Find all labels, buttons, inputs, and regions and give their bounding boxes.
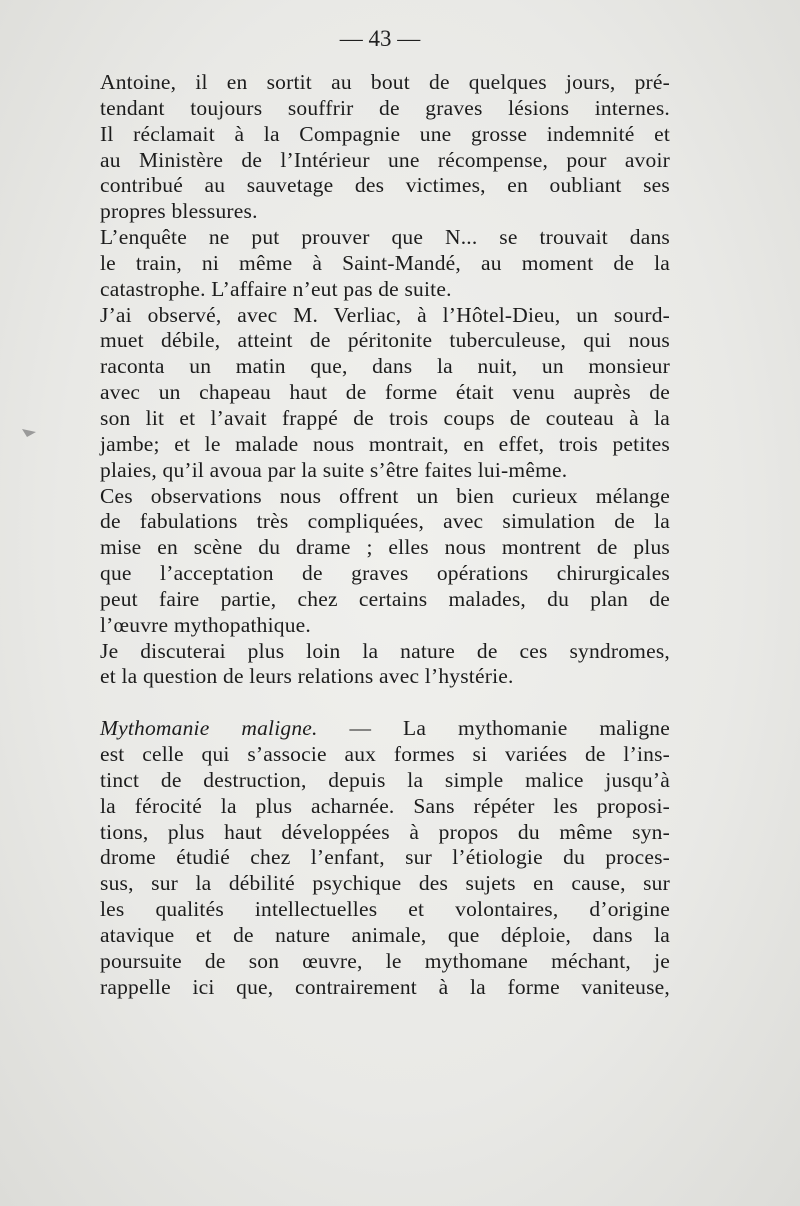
text-line: le train, ni même à Saint-Mandé, au moment de la: [100, 250, 670, 275]
text-line: tinct de destruction, depuis la simple malice jusqu’à: [100, 767, 670, 792]
text-line: Antoine, il en sortit au bout de quelques jours, pré-: [100, 70, 670, 94]
text-line: mise en scène du drame ; elles nous montrent de plus: [100, 535, 670, 560]
text-line: l’œuvre mythopathique.: [100, 612, 311, 637]
text-line: de fabulations très compliquées, avec simulation de la: [100, 509, 670, 534]
page-number: — 43 —: [339, 26, 421, 51]
paragraph: [100, 303, 670, 484]
section-first-line: [100, 716, 670, 742]
text-line: Il réclamait à la Compagnie une grosse indemnité et: [100, 121, 670, 146]
text-line: les qualités intellectuelles et volontaires, d’origine: [100, 897, 670, 922]
text-line: J’ai observé, avec M. Verliac, à l’Hôtel-Dieu, un sourd-: [100, 302, 670, 327]
text-line: est celle qui s’associe aux formes si variées de l’ins-: [100, 742, 670, 767]
text-line: et la question de leurs relations avec l’hystérie.: [100, 664, 514, 689]
text-line: contribué au sauvetage des victimes, en oubliant ses: [100, 173, 670, 198]
text-line: Ces observations nous offrent un bien curieux mélange: [100, 483, 670, 508]
text-line: son lit et l’avait frappé de trois coups de couteau à la: [100, 405, 670, 430]
text-line: que l’acceptation de graves opérations chirurgicales: [100, 561, 670, 586]
text-line: sus, sur la débilité psychique des sujets en cause, sur: [100, 871, 670, 896]
text-line: plaies, qu’il avoua par la suite s’être faites lui-même.: [100, 457, 568, 482]
text-line: avec un chapeau haut de forme était venu auprès de: [100, 380, 670, 405]
text-line: la férocité la plus acharnée. Sans répéter les proposi-: [100, 793, 670, 818]
text-line: muet débile, atteint de péritonite tuberculeuse, qui nous: [100, 328, 670, 353]
text-line: au Ministère de l’Intérieur une récompense, pour avoir: [100, 147, 670, 172]
text-line: propres blessures.: [100, 199, 258, 224]
paragraph-gap: [100, 690, 670, 716]
text-line: jambe; et le malade nous montrait, en effet, trois petites: [100, 431, 670, 456]
text-line: peut faire partie, chez certains malades, du plan de: [100, 586, 670, 611]
text-line: Je discuterai plus loin la nature de ces syndromes,: [100, 638, 670, 663]
paragraph: [100, 70, 670, 225]
section-paragraph: [100, 716, 670, 1000]
body-text: [100, 70, 670, 1001]
paragraph: [100, 484, 670, 639]
text-line: tions, plus haut développées à propos du même syn-: [100, 819, 670, 844]
paragraph: [100, 639, 670, 691]
text-line: tendant toujours souffrir de graves lésions internes.: [100, 95, 670, 120]
paragraph: [100, 225, 670, 303]
text-line: drome étudié chez l’enfant, sur l’étiologie du proces-: [100, 845, 670, 870]
text-line: L’enquête ne put prouver que N... se trouvait dans: [100, 225, 670, 250]
text-line: rappelle ici que, contrairement à la forme vaniteuse,: [100, 974, 670, 999]
text-line: atavique et de nature animale, que déploie, dans la: [100, 923, 670, 947]
section-heading: Mythomanie maligne.: [100, 716, 318, 741]
text-line: raconta un matin que, dans la nuit, un monsieur: [100, 354, 670, 379]
text-line: catastrophe. L’affaire n’eut pas de suite.: [100, 276, 452, 301]
margin-mark: [22, 428, 36, 438]
section-first-line-text: — La mythomanie maligne: [349, 716, 670, 741]
text-line: poursuite de son œuvre, le mythomane méchant, je: [100, 948, 670, 973]
